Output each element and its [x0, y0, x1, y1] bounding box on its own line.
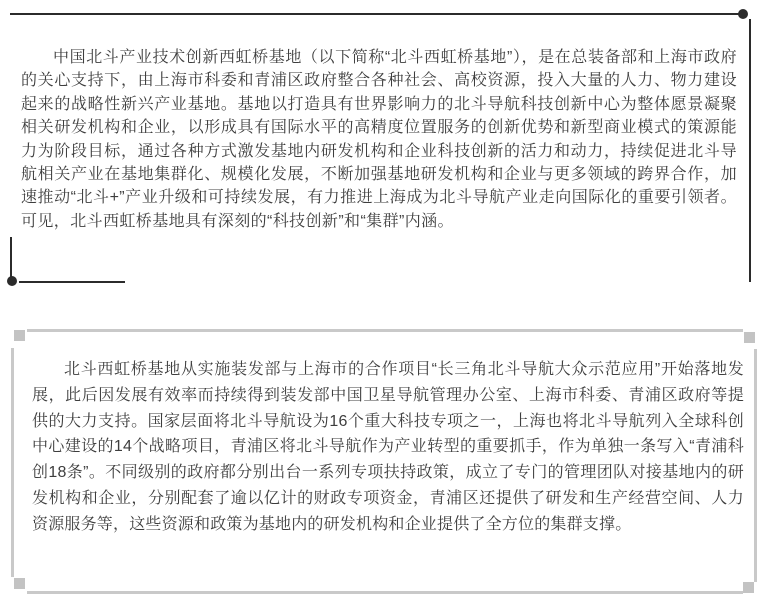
quote-bottom-left-vertical-rule	[10, 237, 12, 277]
panel-corner-square-bottom-right	[743, 582, 754, 593]
panel-corner-square-top-right	[744, 332, 755, 343]
panel-right-border	[754, 349, 757, 582]
quote-right-rule	[749, 19, 751, 282]
paragraph-beidou-base-intro: 中国北斗产业技术创新西虹桥基地（以下简称“北斗西虹桥基地”），是在总装备部和上海市政府的关心支持下，由上海市科委和青浦区政府整合各种社会、高校资源，投入大量的人力、物力建设起来的战略性新兴产业基地。基地以打造具有世界影响力的北斗导航科技创新中心为整体愿景凝聚相关研发机构和企业，以形成具有国际水平的高精度位置服务的创新优势和新型商业模式的策源能力为阶段目标，通过各种方式激发基地内研发机构和企业科技创新的活力和动力，持续促进北斗导航相关产业在基地集群化、规模化发展，不断加强基地研发机构和企业与更多领域的跨界合作，加速推动“北斗+”产业升级和可持续发展，有力推进上海成为北斗导航产业走向国际化的重要引领者。可见，北斗西虹桥基地具有深刻的“科技创新”和“集群”内涵。	[21, 49, 737, 230]
quote-top-right-dot	[738, 9, 748, 19]
quote-bottom-left-horizontal-rule	[19, 281, 125, 283]
quote-top-rule	[10, 13, 739, 15]
panel-corner-square-bottom-left	[14, 578, 25, 589]
framed-panel	[11, 329, 757, 595]
quote-bottom-left-dot	[7, 276, 17, 286]
panel-bottom-border	[27, 591, 743, 594]
panel-left-border	[11, 348, 14, 577]
panel-top-border	[27, 329, 743, 332]
panel-corner-square-top-left	[14, 330, 25, 341]
paragraph-policy-support: 北斗西虹桥基地从实施装发部与上海市的合作项目“长三角北斗导航大众示范应用”开始落地发展，此后因发展有效率而持续得到装发部中国卫星导航管理办公室、上海市科委、青浦区政府等提供的大力支持。国家层面将北斗导航设为16个重大科技专项之一，上海也将北斗导航列入全球科创中心建设的14个战略项目，青浦区将北斗导航作为产业转型的重要抓手，作为单独一条写入“青浦科创18条”。不同级别的政府都分别出台一系列专项扶持政策，成立了专门的管理团队对接基地内的研发机构和企业，分别配套了逾以亿计的财政专项资金，青浦区还提供了研发和生产经营空间、人力资源服务等，这些资源和政策为基地内的研发机构和企业提供了全方位的集群支撑。	[32, 361, 744, 533]
